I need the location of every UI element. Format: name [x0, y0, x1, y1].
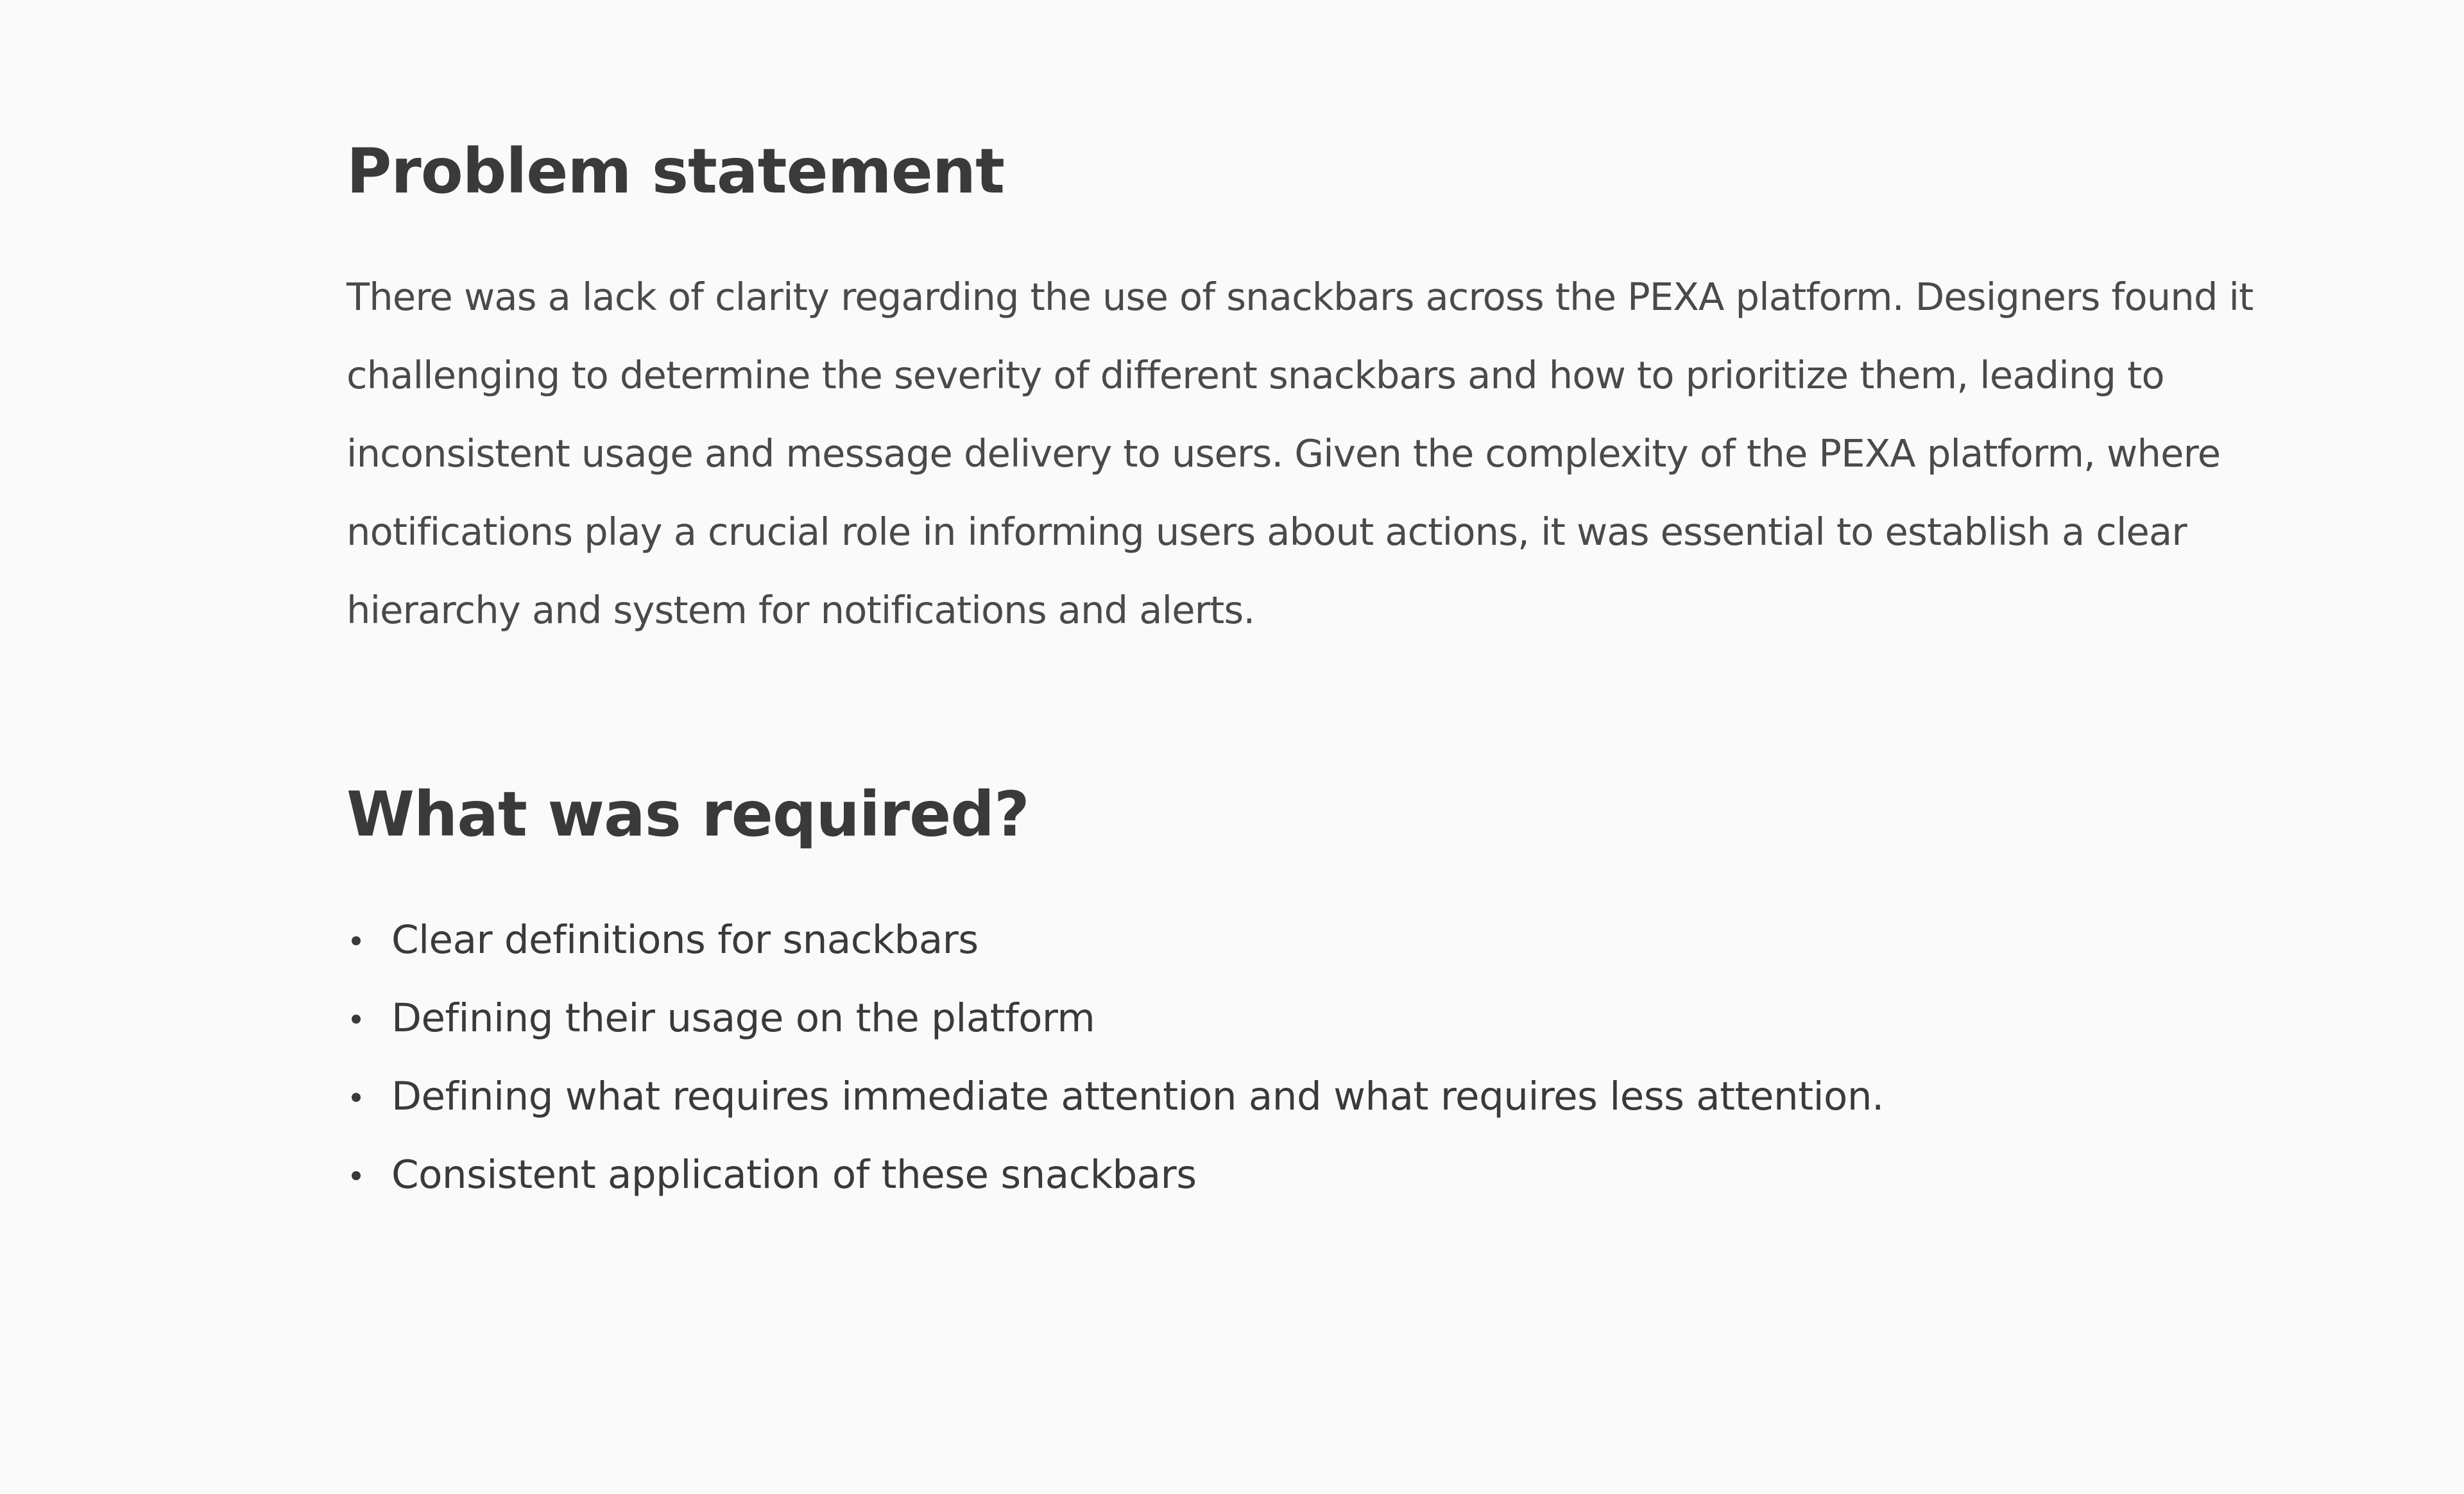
bullet-icon	[352, 1015, 361, 1024]
problem-statement-paragraph: There was a lack of clarity regarding the use of snackbars across the PEXA platform. Designers found it challenging to determine the severity of different snackbars and how to prioritize them, leading to inconsistent usage and message delivery to users. Given the complexity of the PEXA platform, where notifications play a crucial role in informing users about actions, it was essential to establish a clear hierarchy and system for notifications and alerts.	[346, 275, 2254, 632]
requirement-list-item	[346, 1058, 2278, 1136]
requirement-label: Clear definitions for snackbars	[391, 917, 979, 963]
bullet-icon	[352, 936, 361, 945]
case-study-content	[346, 136, 2278, 1214]
bullet-icon	[352, 1171, 361, 1180]
requirements-heading: What was required?	[346, 778, 1029, 850]
requirements-section	[346, 779, 2278, 1214]
bullet-icon	[352, 1093, 361, 1102]
problem-statement-section	[346, 136, 2278, 649]
requirement-list-item	[346, 979, 2278, 1058]
requirement-label: Defining their usage on the platform	[391, 995, 1095, 1041]
requirement-label: Defining what requires immediate attention and what requires less attention.	[391, 1074, 1884, 1119]
requirement-label: Consistent application of these snackbars	[391, 1152, 1197, 1198]
problem-statement-heading: Problem statement	[346, 135, 1005, 207]
requirement-list-item	[346, 1136, 2278, 1214]
requirements-list	[346, 901, 2278, 1214]
requirement-list-item	[346, 901, 2278, 979]
